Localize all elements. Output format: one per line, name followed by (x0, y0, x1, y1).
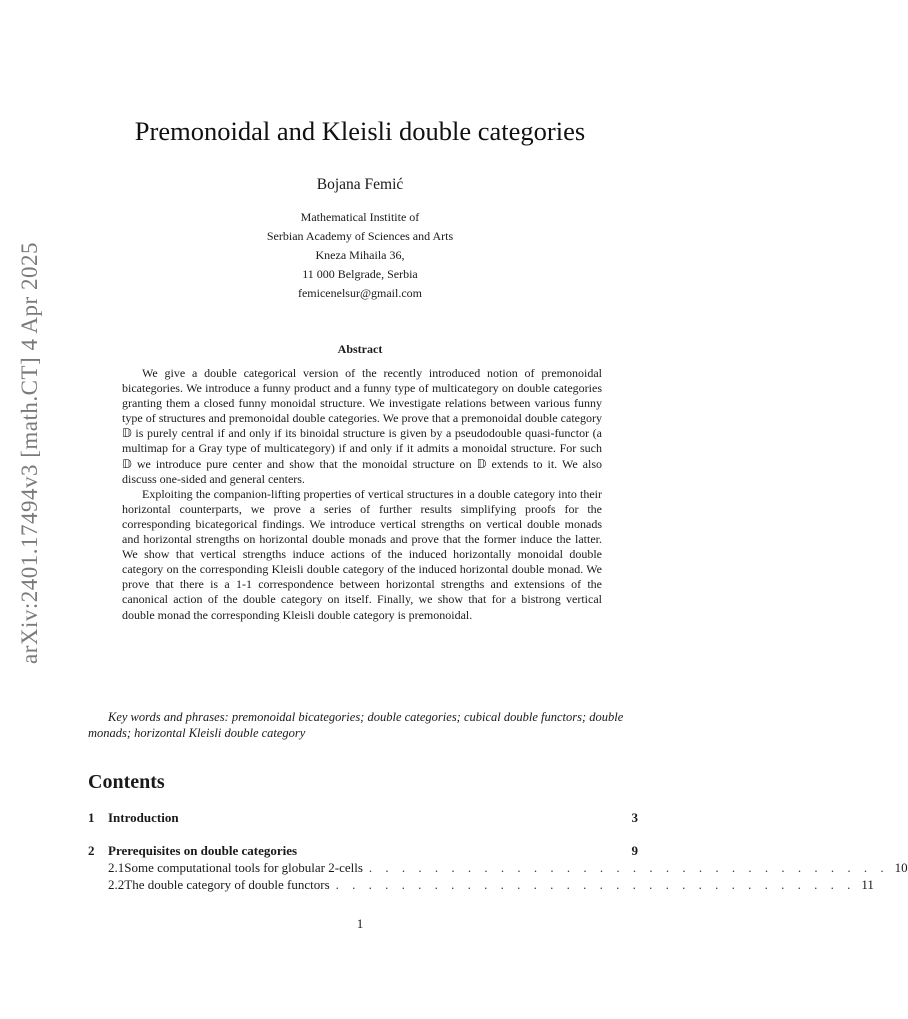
affiliation-block (0, 208, 720, 303)
toc-number: 2 (88, 843, 95, 858)
toc-page: 11 (861, 877, 874, 892)
keywords: Key words and phrases: premonoidal bicategories; double categories; cubical double functors; double monads; horizontal Kleisli double category (88, 710, 624, 740)
toc-title: The double category of double functors (124, 877, 330, 892)
toc-entry[interactable] (88, 877, 874, 894)
affiliation-line: Kneza Mihaila 36, (315, 248, 405, 262)
toc-entry[interactable] (88, 860, 908, 877)
toc-number: 2.2 (108, 877, 125, 892)
toc-number: 2.1 (108, 860, 125, 875)
table-of-contents (88, 810, 908, 894)
arxiv-identifier: arXiv:2401.17494v3 [math.CT] 4 Apr 2025 (17, 242, 42, 664)
toc-page: 3 (631, 810, 638, 825)
toc-number: 1 (88, 810, 95, 825)
toc-page: 9 (631, 843, 638, 858)
paper-title: Premonoidal and Kleisli double categories (134, 116, 586, 146)
toc-title: Prerequisites on double categories (108, 843, 298, 858)
toc-page: 10 (894, 860, 908, 875)
affiliation-line: Mathematical Institite of (300, 210, 420, 224)
toc-leader: . . . . . . . . . . . . . . . . . . . . . . . . . . . . . . . . (368, 860, 889, 875)
toc-title: Some computational tools for globular 2-cells (124, 860, 363, 875)
author-name: Bojana Femić (316, 176, 404, 193)
author-email[interactable]: femicenelsur@gmail.com (297, 286, 422, 300)
affiliation-line: 11 000 Belgrade, Serbia (302, 267, 418, 281)
page-number: 1 (356, 916, 364, 931)
toc-leader: . . . . . . . . . . . . . . . . . . . . . . . . . . . . . . . . (335, 877, 856, 892)
toc-title: Introduction (108, 810, 179, 825)
contents-heading: Contents (88, 771, 165, 793)
affiliation-line: Serbian Academy of Sciences and Arts (266, 229, 454, 243)
toc-entry[interactable] (88, 843, 638, 860)
abstract-paragraph: We give a double categorical version of the recently introduced notion of premonoidal bicategories. We introduce a funny product and a funny type of multicategory on double categories granting them a closed funny monoidal structure. We investigate relations between various funny type of structures and premonoidal double categories. We prove that a premonoidal double category 𝔻 is purely central if and only if its binoidal structure is given by a pseudodouble quasi-functor (a multimap for a Gray type of multicategory) if and only if it admits a monoidal structure. For such 𝔻 we introduce pure center and show that the monoidal structure on 𝔻 extends to it. We also discuss one-sided and general centers. (122, 366, 602, 486)
abstract-paragraph: Exploiting the companion-lifting properties of vertical structures in a double category into their horizontal counterparts, we prove a series of further results simplifying proofs for the corresponding bicategorical findings. We introduce vertical strengths on vertical double monads and horizontal strengths on horizontal double monads and prove that the former induce the latter. We show that vertical strengths induce actions of the induced horizontally monoidal double category on the corresponding Kleisli double category of the induced horizontal double monad. We prove that there is a 1-1 correspondence between horizontal strengths and extensions of the canonical action of the double category on itself. Finally, we show that for a bistrong vertical double monad the corresponding Kleisli double category is premonoidal. (122, 486, 602, 622)
toc-entry[interactable] (88, 810, 638, 827)
abstract-body (122, 366, 602, 623)
abstract-heading: Abstract (337, 342, 383, 356)
